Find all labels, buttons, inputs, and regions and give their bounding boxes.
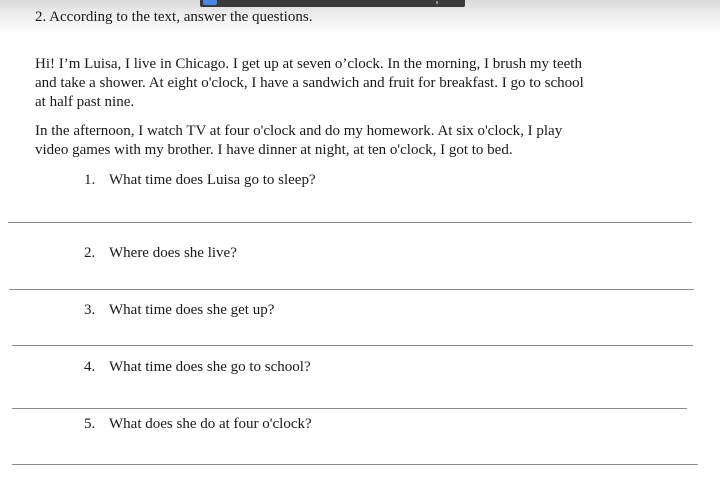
question-number: 4. (84, 359, 96, 375)
answer-line-2[interactable] (9, 289, 694, 290)
answer-line-3[interactable] (12, 345, 693, 346)
question-number: 2. (84, 245, 96, 261)
question-1 (84, 171, 316, 189)
paragraph-line: and take a shower. At eight o'clock, I have a sandwich and fruit for breakfast. I go to school (35, 75, 584, 91)
question-text: What time does Luisa go to sleep? (109, 172, 316, 188)
question-text: What time does she go to school? (109, 359, 311, 375)
question-text: What time does she get up? (109, 302, 275, 318)
toolbar-accent-button[interactable] (203, 0, 217, 5)
toolbar-separator (436, 1, 438, 4)
reading-paragraph-1 (35, 55, 645, 112)
paragraph-line: video games with my brother. I have dinner at night, at ten o'clock, I got to bed. (35, 142, 513, 158)
paragraph-line: Hi! I’m Luisa, I live in Chicago. I get up at seven o’clock. In the morning, I brush my teeth (35, 56, 582, 72)
paragraph-line: at half past nine. (35, 94, 135, 110)
question-number: 5. (84, 416, 96, 432)
answer-line-5[interactable] (12, 464, 698, 465)
reading-paragraph-2 (35, 122, 645, 160)
exercise-heading: 2. According to the text, answer the questions. (35, 9, 313, 25)
question-2 (84, 244, 237, 262)
question-5 (84, 415, 312, 433)
question-text: What does she do at four o'clock? (109, 416, 312, 432)
answer-line-1[interactable] (8, 222, 692, 223)
question-text: Where does she live? (109, 245, 237, 261)
viewer-toolbar[interactable] (200, 0, 465, 7)
paragraph-line: In the afternoon, I watch TV at four o'clock and do my homework. At six o'clock, I play (35, 123, 563, 139)
answer-line-4[interactable] (12, 408, 687, 409)
question-4 (84, 358, 311, 376)
question-3 (84, 301, 274, 319)
question-number: 1. (84, 172, 96, 188)
question-number: 3. (84, 302, 96, 318)
